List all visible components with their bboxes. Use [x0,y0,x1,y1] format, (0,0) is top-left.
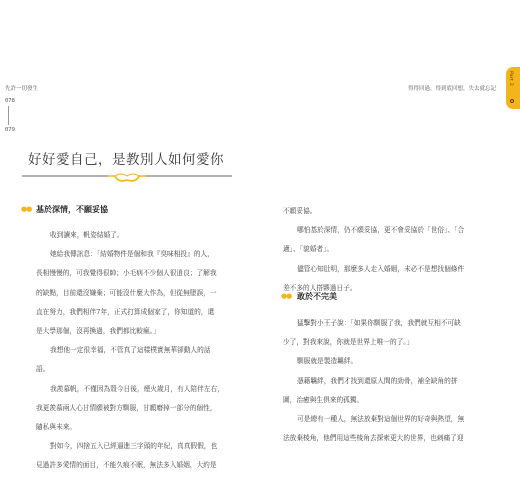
section-dots-icon: ●● [281,292,292,300]
section-title-left: 基於深情，不願妥協 [36,205,108,214]
paragraph-line: 收到讀來，帆姿結婚了。 [50,231,124,239]
paragraph-line: 適」、「貌婚者」。 [283,245,334,254]
section-title-right: 敢於不完美 [297,292,337,301]
paragraph-line: 可是總有一種人，無法放棄對這個世界的好奇與熱望，無 [297,415,465,424]
paragraph-line: 我想他一定很幸福，不管真了這樣樸實無華卻動人的話 [50,346,211,355]
paragraph-line: 的缺點，目前還沒嫌棄；可能沒什麼大作為，但從無墮誤，一 [36,288,217,297]
paragraph-line: 見過許多愛情的面目，不能久痕不眠，無法多入婚姻，大約是 [36,461,217,470]
page-number-divider [8,106,9,125]
paragraph-line: 哪怕基於深情，仍不願妥協，更不會妥協於「世俗」、「合 [297,226,465,235]
chapter-title: 好好愛自己，是教別人如何愛你 [28,152,224,168]
paragraph-line: 直在努力，我們相伴7年，正式打算成個家了，你知道的，還 [36,307,215,316]
paragraph-line: 馴服就是製造羈絆。 [297,357,358,366]
paragraph-line: 憑藉羈絆，我們才找到還原人間的勁骨，補全缺角的拼 [297,376,458,385]
paragraph-line: 語。 [36,365,50,374]
paragraph-line: 她給我傳訊息：「結婚物件是個和我『臭味相投』的人， [50,250,214,259]
paragraph-line: 法放棄棱角，他們用這些棱角去探索更大的世界，也刺痛了迎 [283,434,464,443]
paragraph-line: 不願妥協。 [283,207,317,215]
paragraph-line: 是大學那個，沒再換過，我們都比較瘋。」 [36,327,160,336]
left-body-text [36,226,224,476]
page-number-bottom: 079 [5,127,15,133]
right-body-text-bottom [283,314,464,448]
paragraph-line: 少了，對我來說，你就是世界上唯一的了。」 [283,338,414,347]
running-head-right: 得得回過，得到底回想，失去就忘記 [407,86,496,92]
paragraph-line: 對如今，四捨五入已經逼進三字頭的年紀，真真假假，也 [50,442,218,451]
paragraph-line: 圖，治癒與生俱來的孤獨。 [283,395,364,404]
part-label: Part 2 [508,71,513,86]
paragraph-line: 長相慢慢的，可我覺得很帥；小毛病不少個人很逍良；了解我 [36,269,217,278]
section-dots-icon: ●● [21,205,32,213]
book-divider-icon [22,170,232,188]
paragraph-line: 我更羨慕兩人心甘情願被對方馴服，甘願磨掉一部分的個性， [36,403,217,412]
right-body-text-top [283,202,464,298]
paragraph-line: 猛擊對小王子說：「如果你馴服了我，我們就互相不可缺 [297,319,461,327]
running-head-left: 先許一切發生 [5,86,39,92]
paragraph-line: 我羨慕帆，不僅因為殼今日後，煙火歲月，有人陪伴左右， [50,384,224,393]
part-dot-icon [510,99,514,103]
page-number-top: 078 [5,98,15,104]
paragraph-line: 差不多的人搭夥過日子。 [283,283,357,292]
paragraph-line: 隨私與未來。 [36,423,77,432]
paragraph-line: 儘管心知肚明，那麼多人走入婚姻，未必不是想找個條件 [297,264,465,273]
